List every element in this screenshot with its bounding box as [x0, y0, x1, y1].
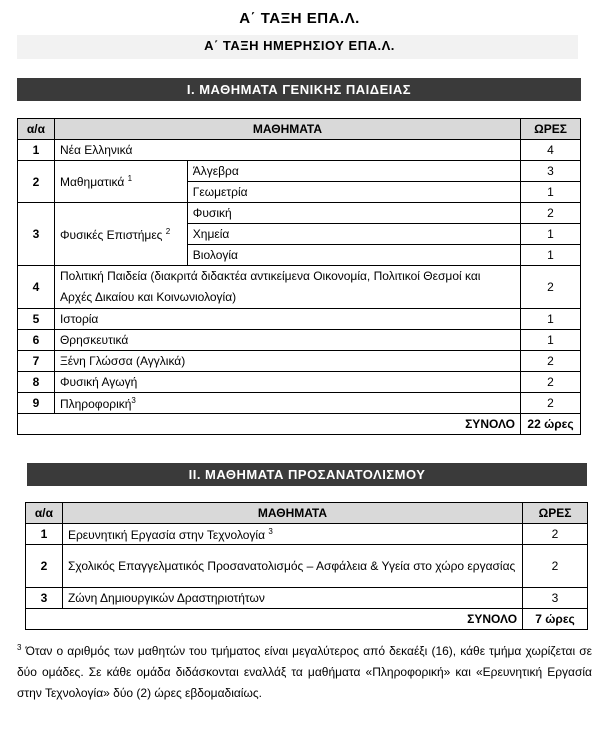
sub-subject: Φυσική [187, 203, 520, 224]
row-num: 3 [18, 203, 55, 266]
sub-subject: Βιολογία [187, 245, 520, 266]
footnote-ref: 3 [131, 395, 136, 405]
general-subjects-table [17, 118, 581, 435]
table-row [18, 161, 581, 182]
row-num: 5 [18, 309, 55, 330]
row-subject: Ζώνη Δημιουργικών Δραστηριοτήτων [62, 588, 522, 609]
row-num: 8 [18, 372, 55, 393]
footnote [17, 637, 592, 704]
row-hours: 2 [521, 351, 581, 372]
row-num: 2 [26, 545, 63, 588]
row-subject: Ιστορία [54, 309, 520, 330]
table-row [26, 545, 588, 588]
row-subject: Νέα Ελληνικά [54, 140, 520, 161]
orientation-subjects-table [25, 502, 588, 630]
row-subject: Πολιτική Παιδεία (διακριτά διδακτέα αντικείμενα Οικονομία, Πολιτικοί Θεσμοί και Αρχές Δικαίου και Κοινωνιολογία) [54, 266, 520, 309]
row-hours: 2 [523, 524, 588, 545]
sub-subject: Χημεία [187, 224, 520, 245]
row-hours: 2 [521, 266, 581, 309]
total-label: ΣΥΝΟΛΟ [18, 414, 521, 435]
row-hours: 4 [521, 140, 581, 161]
table-header-row [26, 503, 588, 524]
row-num: 1 [18, 140, 55, 161]
table-row [18, 351, 581, 372]
row-subject: Ξένη Γλώσσα (Αγγλικά) [54, 351, 520, 372]
table-row [26, 524, 588, 545]
row-subject: Φυσικές Επιστήμες $^2$ [54, 203, 187, 266]
row-hours: 1 [521, 182, 581, 203]
row-num: 6 [18, 330, 55, 351]
row-hours: 2 [521, 203, 581, 224]
table-row [18, 393, 581, 414]
row-num: 3 [26, 588, 63, 609]
total-value: 7 ώρες [523, 609, 588, 630]
row-hours: 1 [521, 245, 581, 266]
total-value: 22 ώρες [521, 414, 581, 435]
header-hours: ΩΡΕΣ [523, 503, 588, 524]
row-hours: 1 [521, 330, 581, 351]
footnote-ref: 1 [127, 174, 133, 183]
table-row [18, 372, 581, 393]
row-subject: Σχολικός Επαγγελματικός Προσανατολισμός – Ασφάλεια & Υγεία στο χώρο εργασίας [62, 545, 522, 588]
table-row [18, 203, 581, 224]
row-subject: Θρησκευτικά [54, 330, 520, 351]
total-row [26, 609, 588, 630]
header-num: α/α [26, 503, 63, 524]
header-subject: ΜΑΘΗΜΑΤΑ [62, 503, 522, 524]
row-hours: 2 [521, 393, 581, 414]
section1-heading: Ι. ΜΑΘΗΜΑΤΑ ΓΕΝΙΚΗΣ ΠΑΙΔΕΙΑΣ [17, 78, 581, 101]
row-num: 2 [18, 161, 55, 203]
table-row [18, 309, 581, 330]
footnote-mark: 3 [17, 643, 22, 652]
row-subject: Μαθηματικά $^1$ [54, 161, 187, 203]
total-row [18, 414, 581, 435]
footnote-ref: 3 [268, 526, 273, 536]
row-hours: 1 [521, 309, 581, 330]
row-subject: Ερευνητική Εργασία στην Τεχνολογία $^3$ [62, 524, 522, 545]
page-subtitle: Α΄ ΤΑΞΗ ΗΜΕΡΗΣΙΟΥ ΕΠΑ.Λ. [204, 38, 395, 53]
row-num: 7 [18, 351, 55, 372]
footnote-ref: 2 [165, 226, 171, 236]
footnote-text: Όταν ο αριθμός των μαθητών του τμήματος είναι μεγαλύτερος από δεκαέξι (16), κάθε τμήμα χωρίζεται σε δύο ομάδες. Σε κάθε ομάδα διδάσκονται εναλλάξ τα μαθήματα «Πληροφορική» και «Ερευνητική Εργασία στην Τεχνολογία» δύο (2) ώρες εβδομαδιαίως. [17, 644, 592, 700]
sub-subject: Γεωμετρία [187, 182, 520, 203]
table-row [18, 140, 581, 161]
row-hours: 3 [521, 161, 581, 182]
row-subject: Φυσική Αγωγή [54, 372, 520, 393]
row-num: 4 [18, 266, 55, 309]
row-num: 1 [26, 524, 63, 545]
page-title: Α΄ ΤΑΞΗ ΕΠΑ.Λ. [239, 10, 360, 27]
header-hours: ΩΡΕΣ [521, 119, 581, 140]
row-hours: 2 [521, 372, 581, 393]
table-row [18, 266, 581, 309]
table-header-row [18, 119, 581, 140]
table-row [18, 330, 581, 351]
row-hours: 1 [521, 224, 581, 245]
header-subject: ΜΑΘΗΜΑΤΑ [54, 119, 520, 140]
row-subject: Πληροφορική$^3$ [54, 393, 520, 414]
section2-heading: ΙΙ. ΜΑΘΗΜΑΤΑ ΠΡΟΣΑΝΑΤΟΛΙΣΜΟΥ [27, 463, 587, 486]
sub-subject: Άλγεβρα [187, 161, 520, 182]
table-row [26, 588, 588, 609]
total-label: ΣΥΝΟΛΟ [26, 609, 523, 630]
header-num: α/α [18, 119, 55, 140]
row-hours: 2 [523, 545, 588, 588]
row-num: 9 [18, 393, 55, 414]
row-hours: 3 [523, 588, 588, 609]
